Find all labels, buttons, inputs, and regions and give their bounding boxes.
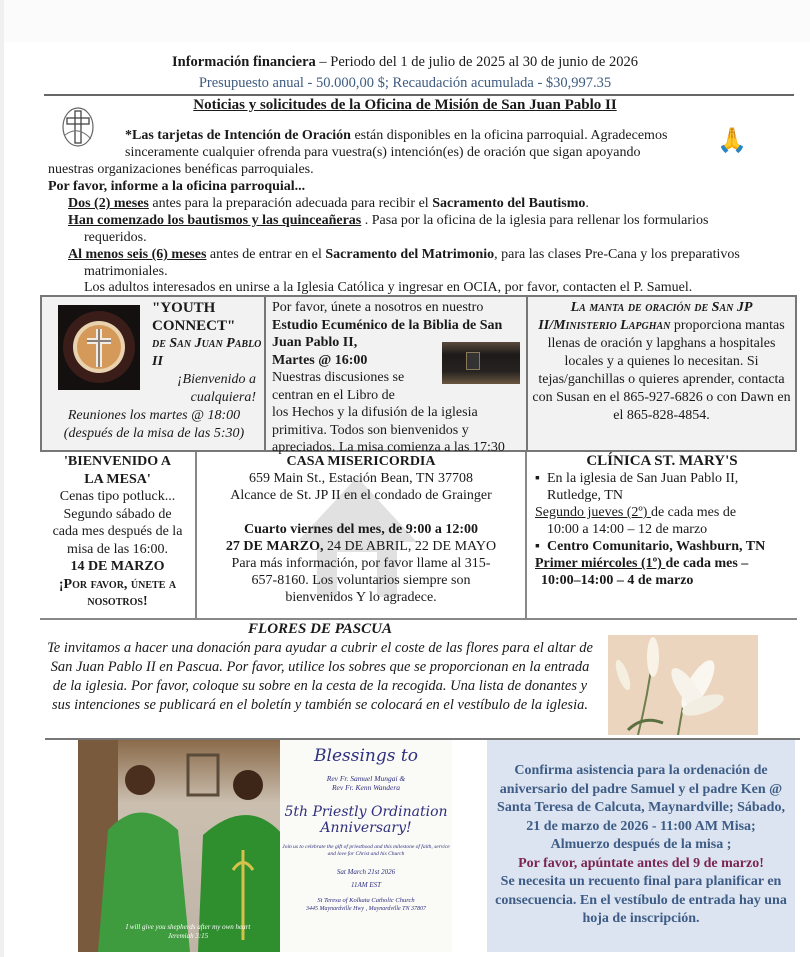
photo-caption-line2: Jeremiah 3:15 (167, 932, 209, 940)
top-blank-band (0, 0, 810, 42)
baptism-notice (68, 195, 788, 212)
clinic-sched1-line2: 10:00 a 14:00 – 12 de marzo (547, 522, 708, 537)
clinic-schedule-1 (527, 504, 797, 521)
casa-schedule: Cuarto viernes del mes, de 9:00 a 12:00 (243, 522, 479, 537)
financial-title-period: – Periodo del 1 de julio de 2025 al 30 de junio de 2026 (315, 54, 638, 70)
marriage-notice (68, 246, 798, 263)
marriage-rest: , para las clases Pre-Cana y los preparativos (494, 247, 740, 262)
clinic-loc1-text: En la iglesia de San Juan Pablo II, Rutledge, TN (547, 471, 739, 503)
prayer-blanket-title: La manta de oración de San JP II/Ministerio Lapghan (538, 300, 753, 333)
photo-caption (88, 923, 288, 941)
youth-connect-title: "YOUTH CONNECT" (152, 300, 236, 334)
clinic-cell (527, 452, 797, 618)
bible-intro: Por favor, únete a nosotros en nuestro (272, 300, 484, 315)
clinic-sched2-rest: de cada mes – (665, 556, 749, 571)
prayer-cards-line3: nuestras organizaciones benéficas parroquiales. (48, 162, 314, 177)
prayer-blanket-text (532, 299, 791, 425)
mesa-cell (40, 452, 197, 618)
rsvp-box (487, 740, 795, 952)
prayer-blanket-body: proporciona mantas llenas de oración y lapghans a hospitales locales y a quienes lo necesitan. Si tejas/ganchillas o quieres aprender, contacta con Susan en el 865-927-6826 o con Dawn en el 865-828-4854. (532, 318, 791, 423)
bible-study-cell (266, 297, 528, 455)
clinic-location-2 (527, 538, 797, 555)
marriage-mid: antes de entrar en el (206, 247, 326, 262)
priests-photo (78, 740, 293, 952)
rsvp-deadline: Por favor, apúntate antes del 9 de marzo! (518, 855, 764, 871)
baptism-sacrament: Sacramento del Bautismo (432, 196, 586, 211)
left-edge (0, 0, 4, 957)
baptism-mid: antes para la preparación adecuada para recibir el (148, 196, 433, 211)
casa-dates (197, 538, 525, 555)
youth-connect-welcome: ¡Bienvenido a cualquiera! (177, 372, 256, 405)
prayer-blanket-cell (528, 297, 795, 450)
bible-body-rest: los Hechos y la difusión de la iglesia primitiva. Todos son bienvenidos y apreciados. La misa comienza a las 17:30 (272, 405, 505, 455)
photo-caption-line1: I will give you shepherds after my own heart (125, 923, 251, 931)
casa-text (197, 453, 525, 606)
divider (44, 94, 794, 96)
lily-flower-image (608, 635, 758, 735)
clinic-sched2-line2: 10:00–14:00 – 4 de marzo (541, 573, 694, 588)
casa-reach: Alcance de St. JP II en el condado de Grainger (230, 488, 492, 503)
baptism-underlined: Dos (2) meses (68, 196, 149, 211)
rsvp-body: Confirma asistencia para la ordenación de aniversario del padre Samuel y el padre Ken @ Santa Teresa de Calcuta, Maynardville; Sábado, 21 de marzo de 2026 - 11:00 AM Misa; Almuerzo después de la misa ; (497, 763, 785, 852)
casa-dates-bold: 27 DE MARZO, (225, 539, 324, 554)
clinic-loc2-text: Centro Comunitario, Washburn, TN (547, 539, 766, 554)
bible-time: Martes @ 16:00 (272, 352, 368, 368)
youth-meetings-line2: (después de la misa de las 5:30) (63, 426, 245, 441)
bible-body-line1: Nuestras discusiones se (272, 370, 405, 385)
ministries-row (40, 295, 797, 455)
inform-heading: Por favor, informe a la oficina parroquial... (48, 179, 306, 194)
bullet-icon: ▪ (535, 539, 540, 554)
flores-body: Te invitamos a hacer una donación para ayudar a cubrir el coste de las flores para el altar de San Juan Pablo II en Pascua. Por favor, utilice los sobres que se proporcionan en la entrada de la iglesia. Por favor, coloque su sobre en la cesta de la recogida. Una lista de donantes y sus intenciones se publicará en el boletín y también se colocará en el vestíbulo de la iglesia. (47, 640, 593, 713)
financial-title (0, 54, 810, 71)
praying-hands-icon: 🙏 (717, 128, 747, 154)
mesa-title: 'BIENVENIDO A LA MESA' (64, 454, 171, 487)
cross-emblem-icon (60, 105, 96, 149)
quince-notice (68, 212, 788, 229)
bullet-icon: ▪ (535, 471, 540, 486)
invite-date: Sat March 21st 2026 (336, 868, 396, 876)
youth-connect-meetings (42, 407, 266, 443)
bible-title: Estudio Ecuménico de la Biblia de San Juan Pablo II, (272, 317, 503, 350)
invite-headline2: Anniversary! (320, 820, 412, 836)
mesa-cta: ¡Por favor, únete a nosotros! (58, 576, 177, 609)
quince-underlined: Han comenzado los bautismos y las quinceañeras (68, 213, 362, 228)
prayer-cards-bold: *Las tarjetas de Intención de Oración (125, 128, 351, 143)
mesa-date: 14 DE MARZO (70, 559, 165, 574)
clinic-sched1-underlined: Segundo jueves (2º) (535, 505, 651, 520)
clinic-sched1-rest: de cada mes de (650, 505, 737, 520)
prayer-cards-line2: sinceramente cualquier ofrenda para vuestra(s) intención(es) de oración que sigan apoyando (125, 145, 641, 160)
marriage-underlined: Al menos seis (6) meses (68, 247, 207, 262)
events-row (40, 452, 797, 620)
bible-body-line2: centran en el Libro de (272, 387, 395, 403)
youth-connect-logo (58, 305, 140, 390)
clinic-schedule-2 (527, 555, 797, 572)
youth-connect-cell (42, 297, 266, 450)
marriage-line2: matrimoniales. (84, 264, 168, 279)
casa-dates-rest: 24 DE ABRIL, 22 DE MAYO (323, 539, 497, 554)
bible-study-text (272, 299, 524, 457)
invite-address: 3445 Maynardville Hwy , Maynardville TN 37807 (305, 906, 427, 912)
ocia-notice: Los adultos interesados en unirse a la Iglesia Católica y ingresar en OCIA, por favor, contacten el P. Samuel. (84, 280, 693, 295)
invite-join: Join us to celebrate the gift of priesthood and this milestone of faith, service and love for Christ and his Church (282, 844, 450, 857)
clinic-sched2-underlined: Primer miércoles (1º) (535, 556, 666, 571)
priests-illustration (78, 740, 293, 952)
clinic-title: CLÍNICA ST. MARY'S (586, 453, 738, 469)
youth-connect-subtitle: de San Juan Pablo II (152, 336, 262, 369)
baptism-end: . (585, 196, 589, 211)
ordination-invitation (280, 740, 452, 952)
casa-info: Para más información, por favor llame al 315-657-8160. Los voluntarios siempre son bienvenidos Y lo agradece. (231, 556, 491, 605)
casa-address: 659 Main St., Estación Bean, TN 37708 (248, 471, 474, 486)
rsvp-footer: Se necesita un recuento final para planificar en consecuencia. En el vestíbulo de entrada hay una hoja de inscripción. (495, 874, 787, 926)
quince-line2: requeridos. (84, 230, 147, 245)
quince-rest: . Pasa por la oficina de la iglesia para rellenar los formularios (361, 213, 709, 228)
invite-church: St Teresa of Kolkata Catholic Church (317, 897, 415, 904)
prayer-cards-line1: están disponibles en la oficina parroquial. Agradecemos (350, 128, 668, 143)
financial-title-bold: Información financiera (172, 54, 316, 70)
invite-blessings: Blessings to (314, 746, 418, 766)
invite-headline1: 5th Priestly Ordination (284, 804, 448, 820)
casa-title: CASA MISERICORDIA (286, 454, 436, 469)
mesa-body: Cenas tipo potluck... Segundo sábado de cada mes después de la misa de las 16:00. (52, 489, 183, 557)
casa-misericordia-cell (197, 452, 527, 618)
invite-time: 11AM EST (350, 881, 381, 889)
invite-name2: Rev Fr. Kenn Wandera (331, 783, 401, 792)
news-title: Noticias y solicitudes de la Oficina de Misión de San Juan Pablo II (193, 97, 617, 113)
clinic-location-1 (527, 470, 797, 504)
invite-name1: Rev Fr. Samuel Mungai & (326, 774, 406, 783)
youth-meetings-line1: Reuniones los martes @ 18:00 (67, 408, 241, 423)
financial-budget: Presupuesto anual - 50.000,00 $; Recaudación acumulada - $30,997.35 (198, 75, 612, 91)
marriage-sacrament: Sacramento del Matrimonio (325, 247, 495, 262)
prayer-cards-text (125, 127, 715, 144)
flores-title: FLORES DE PASCUA (248, 621, 392, 637)
